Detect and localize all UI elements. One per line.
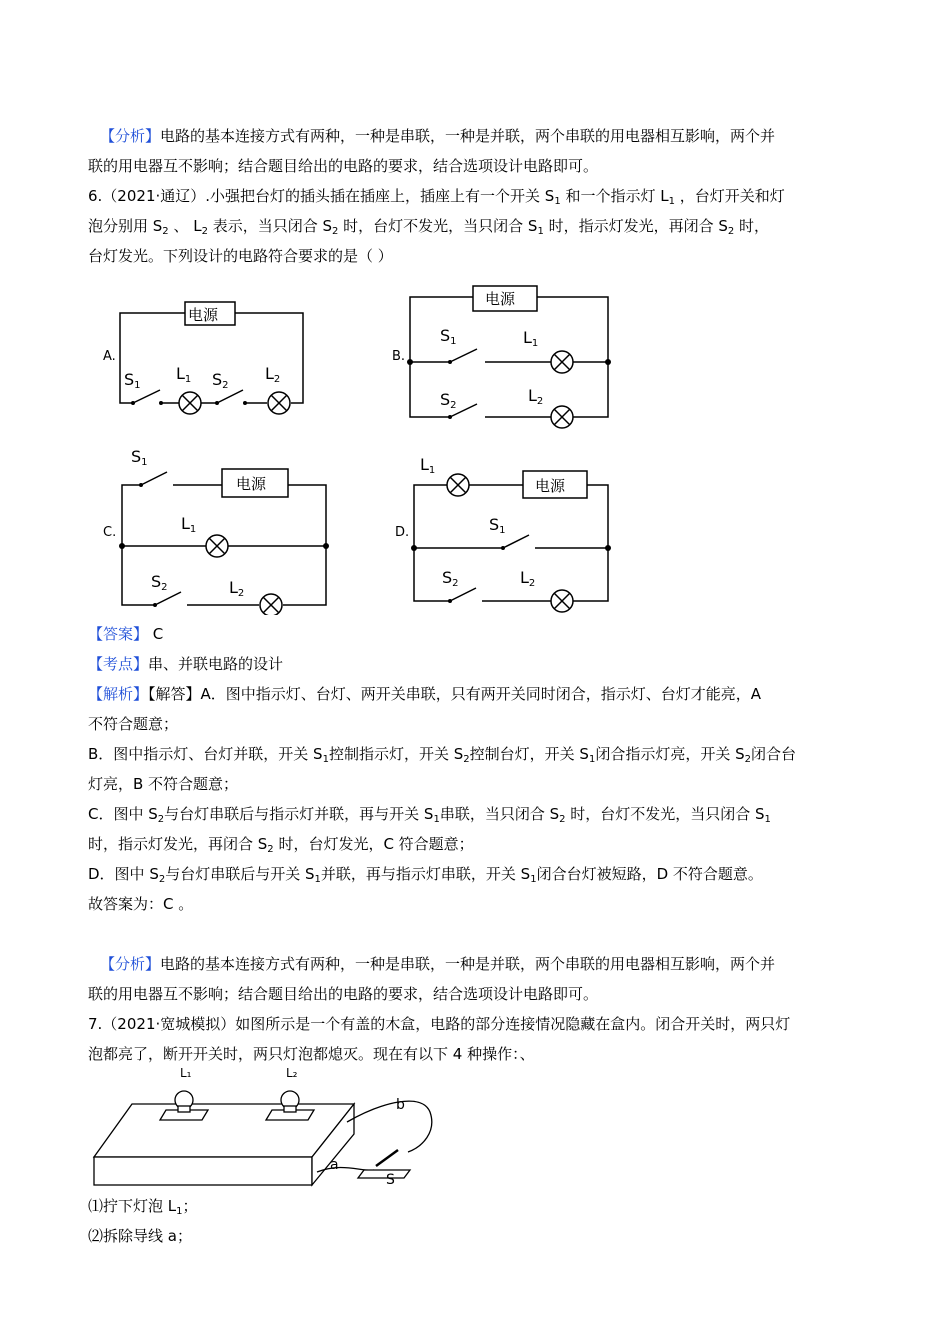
jiexi-line-1: 【解析】【解答】A．图中指示灯、台灯、两开关串联，只有两开关同时闭合，指示灯、台灯才能亮，A [88, 685, 762, 703]
a-s1: $S_1$ [124, 370, 141, 391]
q6-line-2: 泡分别用 $S_2$ 、 $L_2$ 表示，当只闭合 $S_2$ 时，台灯不发光，当只闭合 $S_1$ 时，指示灯发光，再闭合 $S_2$ 时， [88, 217, 770, 237]
b-l2: $L_2$ [528, 386, 544, 407]
kaodian-line: 【考点】串、并联电路的设计 [88, 655, 284, 673]
jiexi-line-7: D．图中 $S_2$与台灯串联后与开关 $S_1$并联，再与指示灯串联，开关 $S_1$闭合台灯被短路，D 不符合题意。 [88, 865, 763, 885]
fig-s-label: S [386, 1172, 395, 1188]
d-l2: $L_2$ [520, 568, 536, 589]
q7-line-2: 泡都亮了，断开开关时，两只灯泡都熄灭。现在有以下 4 种操作：、 [88, 1045, 535, 1063]
power-label-c: 电源 [236, 475, 267, 493]
q6-line-3: 台灯发光。下列设计的电路符合要求的是（ ） [88, 247, 393, 265]
circuit-diagrams [95, 285, 635, 615]
b-s2: $S_2$ [440, 390, 457, 411]
c-l1: $L_1$ [181, 514, 197, 535]
q6-line-1: 6.（2021·通辽）.小强把台灯的插头插在插座上，插座上有一个开关 $S_1$ 和一个指示灯 $L_1$ ，台灯开关和灯 [88, 187, 785, 207]
analysis-line-1: 【分析】电路的基本连接方式有两种，一种是串联，一种是并联，两个串联的用电器相互影响，两个并 [100, 127, 776, 145]
d-l1: $L_1$ [420, 455, 436, 476]
option-c-label: C. [103, 525, 117, 540]
a-l1: $L_1$ [176, 364, 192, 385]
fig-a-label: a [330, 1157, 339, 1173]
power-label-a: 电源 [188, 306, 219, 324]
jiexi-line-5: C．图中 $S_2$与台灯串联后与指示灯并联，再与开关 $S_1$串联，当只闭合 $S_2$ 时，台灯不发光，当只闭合 $S_1$ [88, 805, 771, 825]
a-l2: $L_2$ [265, 364, 281, 385]
analysis-line-2: 联的用电器互不影响；结合题目给出的电路的要求，结合选项设计电路即可。 [88, 157, 599, 175]
op-2: ⑵拆除导线 a； [88, 1227, 192, 1245]
jiexi-line-8: 故答案为：C 。 [88, 895, 194, 913]
d-s1: $S_1$ [489, 515, 506, 536]
option-d-label: D. [395, 525, 410, 540]
b-s1: $S_1$ [440, 326, 457, 347]
d-s2: $S_2$ [442, 568, 459, 589]
c-s1: $S_1$ [131, 447, 148, 468]
option-a-label: A. [103, 349, 116, 364]
power-label-d: 电源 [535, 477, 566, 495]
op-1: ⑴拧下灯泡 $L_1$； [88, 1197, 198, 1217]
a-s2: $S_2$ [212, 370, 229, 391]
c-l2: $L_2$ [229, 578, 245, 599]
power-label-b: 电源 [485, 290, 516, 308]
jiexi-line-3: B．图中指示灯、台灯并联，开关 $S_1$控制指示灯，开关 $S_2$控制台灯，开关 $S_1$闭合指示灯亮，开关 $S_2$闭合台 [88, 745, 796, 765]
jiexi-line-4: 灯亮，B 不符合题意； [88, 775, 239, 793]
jiexi-line-2: 不符合题意； [88, 715, 179, 733]
fig-l1-label: L₁ [180, 1066, 192, 1080]
analysis2-line-2: 联的用电器互不影响；结合题目给出的电路的要求，结合选项设计电路即可。 [88, 985, 599, 1003]
c-s2: $S_2$ [151, 572, 168, 593]
option-b-label: B. [392, 349, 406, 364]
answer-line: 【答案】 C [88, 625, 164, 643]
jiexi-line-6: 时，指示灯发光，再闭合 $S_2$ 时，台灯发光，C 符合题意； [88, 835, 474, 855]
b-l1: $L_1$ [523, 328, 539, 349]
analysis2-line-1: 【分析】电路的基本连接方式有两种，一种是串联，一种是并联，两个串联的用电器相互影响，两个并 [100, 955, 776, 973]
q7-line-1: 7.（2021·宽城模拟）如图所示是一个有盖的木盒，电路的部分连接情况隐藏在盒内。闭合开关时，两只灯 [88, 1015, 791, 1033]
fig-l2-label: L₂ [286, 1066, 298, 1080]
fig-b-label: b [396, 1097, 405, 1113]
